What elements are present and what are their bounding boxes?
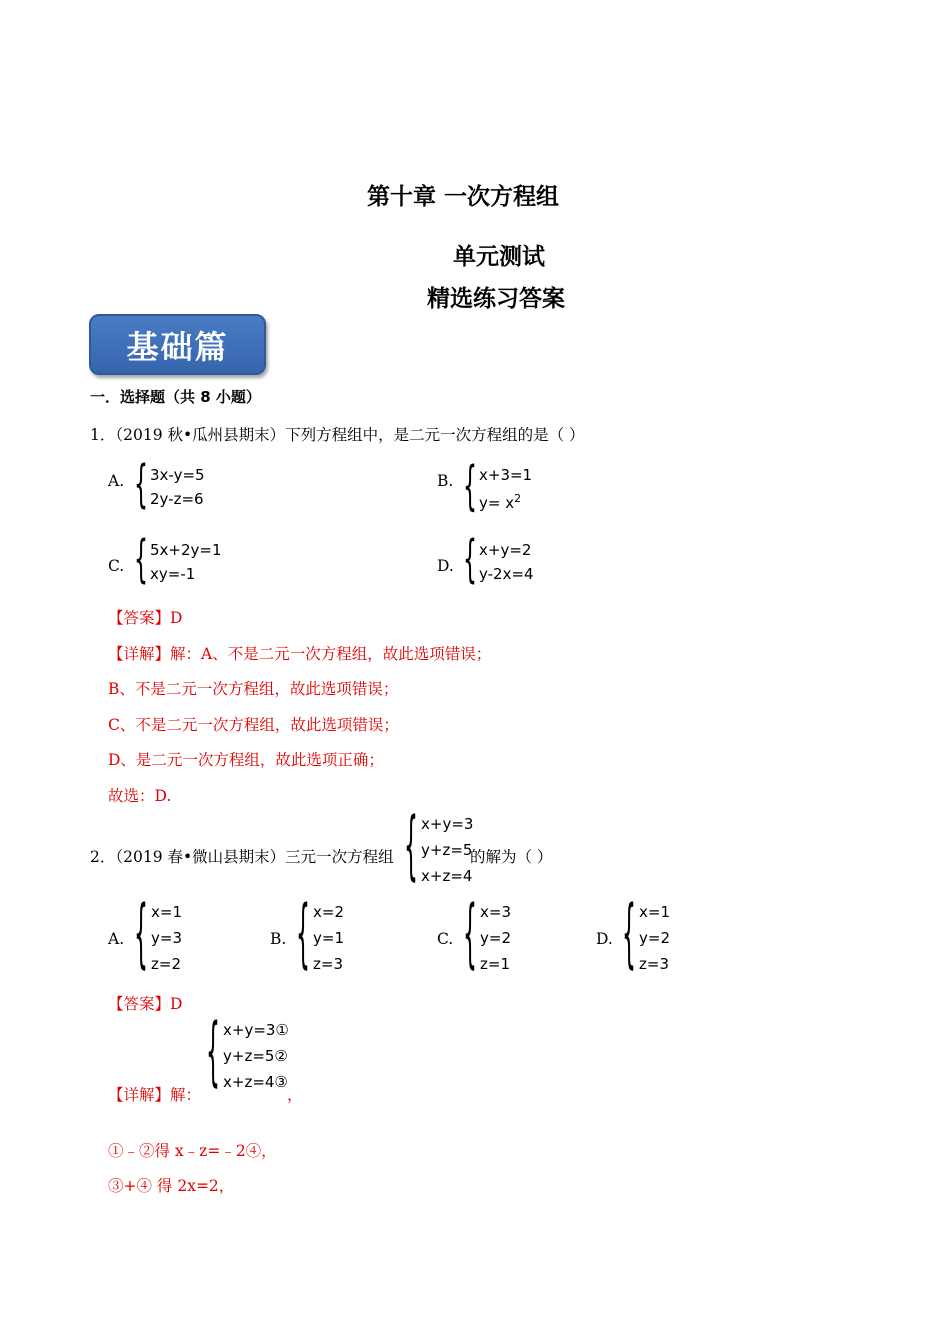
q1-explain-line: B、不是二元一次方程组，故此选项错误； (108, 680, 399, 698)
brace-icon: { (404, 805, 418, 891)
equation: 3x-y=5 (150, 466, 205, 484)
equation: z=2 (151, 955, 181, 973)
equation: x=1 (151, 903, 182, 921)
q2-system (404, 805, 474, 891)
brace-icon: { (134, 893, 148, 979)
q2-explain-prefix: 【详解】解： (108, 1086, 202, 1104)
q1-explain-line: D、是二元一次方程组，故此选项正确； (108, 751, 384, 769)
q2-explain-comma: ， (287, 1086, 303, 1104)
q1-option-c-system (134, 532, 222, 590)
brace-icon: { (134, 457, 148, 515)
question-2-stem-before: 2．（2019 春•微山县期末）三元一次方程组 (90, 848, 394, 866)
equation: x=1 (639, 903, 670, 921)
equation: y+z=5 (421, 841, 473, 859)
equation: y=3 (151, 929, 182, 947)
equation: x+z=4 (421, 867, 473, 885)
q1-option-b-system (463, 457, 533, 518)
q2-option-d-system (622, 893, 670, 979)
equation: y=1 (313, 929, 344, 947)
equation: x=2 (313, 903, 344, 921)
q2-option-c-system (463, 893, 511, 979)
equation: y+z=5② (223, 1047, 288, 1065)
chapter-title: 第十章 一次方程组 (367, 184, 560, 210)
subtitle-unit-test: 单元测试 (453, 244, 545, 270)
q2-option-b-label: B. (270, 930, 287, 948)
q2-explain-system (206, 1011, 289, 1097)
equation: 2y-z=6 (150, 490, 204, 508)
q2-option-a-system (134, 893, 182, 979)
q2-step: ①﹣②得 x﹣z=﹣2④， (108, 1142, 277, 1160)
q2-option-c-label: C. (437, 930, 454, 948)
equation-with-power: $y= x^2$ (479, 492, 522, 512)
q1-explain-line: 故选：D. (108, 787, 172, 805)
q1-option-a-label: A. (108, 472, 125, 490)
equation: x+y=3 (421, 815, 474, 833)
q1-explain-line: 【详解】解：A、不是二元一次方程组，故此选项错误； (108, 645, 492, 663)
equation: x=3 (480, 903, 511, 921)
q2-option-a-label: A. (108, 930, 125, 948)
equation: y-2x=4 (479, 565, 534, 583)
brace-icon: { (463, 457, 477, 518)
equation: x+z=4③ (223, 1073, 288, 1091)
q1-explain-line: C、不是二元一次方程组，故此选项错误； (108, 716, 399, 734)
q1-option-d-label: D. (437, 557, 454, 575)
q2-option-d-label: D. (596, 930, 613, 948)
brace-icon: { (463, 532, 477, 590)
equation: y=2 (639, 929, 670, 947)
equation: 5x+2y=1 (150, 541, 222, 559)
equation: z=1 (480, 955, 510, 973)
q1-answer: 【答案】D (108, 609, 183, 627)
subtitle-answers: 精选练习答案 (427, 286, 565, 312)
question-1-stem: 1．（2019 秋•瓜州县期末）下列方程组中，是二元一次方程组的是（ ） (90, 426, 585, 444)
q2-answer: 【答案】D (108, 995, 183, 1013)
equation: x+y=3① (223, 1021, 289, 1039)
q1-option-b-label: B. (437, 472, 454, 490)
q1-option-d-system (463, 532, 534, 590)
brace-icon: { (622, 893, 636, 979)
q2-option-b-system (296, 893, 344, 979)
brace-icon: { (296, 893, 310, 979)
q2-step: ③+④ 得 2x=2， (108, 1177, 235, 1195)
equation: x+3=1 (479, 466, 533, 484)
equation: xy=-1 (150, 565, 196, 583)
section-heading: 一．选择题（共 8 小题） (90, 388, 261, 406)
equation: z=3 (639, 955, 669, 973)
question-2-stem-after: 的解为（ ） (470, 848, 553, 866)
q1-option-a-system (134, 457, 205, 515)
equation: z=3 (313, 955, 343, 973)
q1-option-c-label: C. (108, 557, 125, 575)
basic-section-badge (89, 314, 266, 375)
badge-label: 基础篇 (126, 327, 229, 366)
brace-icon: { (463, 893, 477, 979)
equation: y=2 (480, 929, 511, 947)
brace-icon: { (134, 532, 148, 590)
brace-icon: { (206, 1011, 220, 1097)
equation: x+y=2 (479, 541, 532, 559)
